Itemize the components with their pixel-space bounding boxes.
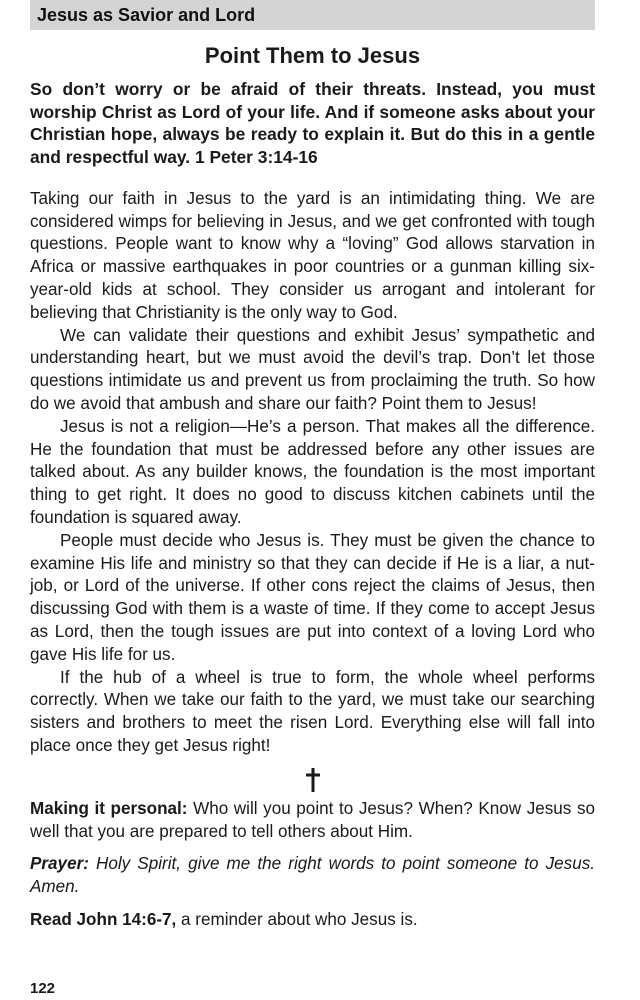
body-paragraph: Jesus is not a religion—He’s a person. That makes all the difference. He the foundation that must be addressed before any other issues are talked about. As any builder knows, the foundation is the most important thing to get right. It does no good to discuss kitchen cabinets until the foundation is squared away.	[30, 416, 595, 527]
reading-text: a reminder about who Jesus is.	[176, 909, 418, 929]
page-title: Point Them to Jesus	[204, 43, 421, 68]
reading-reference	[30, 909, 595, 932]
prayer-label: Prayer:	[30, 854, 89, 874]
making-personal-text: Who will you point to Jesus? When? Know Jesus so well that you are prepared to tell others about Him.	[30, 798, 595, 841]
body-paragraph: Taking our faith in Jesus to the yard is an intimidating thing. We are considered wimps for believing in Jesus, and we get confronted with tough questions. People want to know why a “loving” God allows starvation in Africa or massive earthquakes in poor countries or a gunman killing six-year-old kids at school. They consider us arrogant and intolerant for believing that Christianity is the only way to God.	[30, 188, 595, 322]
closing-section	[30, 798, 595, 932]
devotional-body	[30, 188, 595, 758]
making-personal	[30, 798, 595, 844]
page-number: 122	[30, 980, 56, 997]
body-paragraph: If the hub of a wheel is true to form, the whole wheel performs correctly. When we take our faith to the yard, we must take our searching sisters and brothers to meet the risen Lord. Everything else will fall into place once they get Jesus right!	[30, 667, 595, 755]
body-paragraph: People must decide who Jesus is. They must be given the chance to examine His life and ministry so that they can decide if He is a liar, a nut-job, or Lord of the universe. If other cons reject the claims of Jesus, then discussing God with them is a waste of time. If they come to accept Jesus as Lord, then the tough issues are put into context of a loving Lord who gave His life for us.	[30, 530, 595, 664]
prayer-text: Holy Spirit, give me the right words to point someone to Jesus. Amen.	[30, 854, 595, 897]
cross-icon	[305, 768, 321, 792]
making-personal-label: Making it personal:	[30, 798, 188, 818]
prayer	[30, 853, 595, 899]
body-paragraph: We can validate their questions and exhibit Jesus’ sympathetic and understanding heart, but we must avoid the devil’s trap. Don’t let those questions intimidate us and prevent us from proclaiming the truth. So how do we avoid that ambush and share our faith? Point them to Jesus!	[30, 325, 595, 413]
reading-label: Read John 14:6-7,	[30, 909, 177, 929]
devotional-page	[30, 0, 595, 942]
divider	[30, 768, 595, 798]
scripture-passage: So don’t worry or be afraid of their threats. Instead, you must worship Christ as Lord of your life. And if someone asks about your Christian hope, always be ready to explain it. But do this in a gentle and respectful way. 1 Peter 3:14-16	[30, 79, 595, 168]
section-header: Jesus as Savior and Lord	[30, 0, 595, 30]
